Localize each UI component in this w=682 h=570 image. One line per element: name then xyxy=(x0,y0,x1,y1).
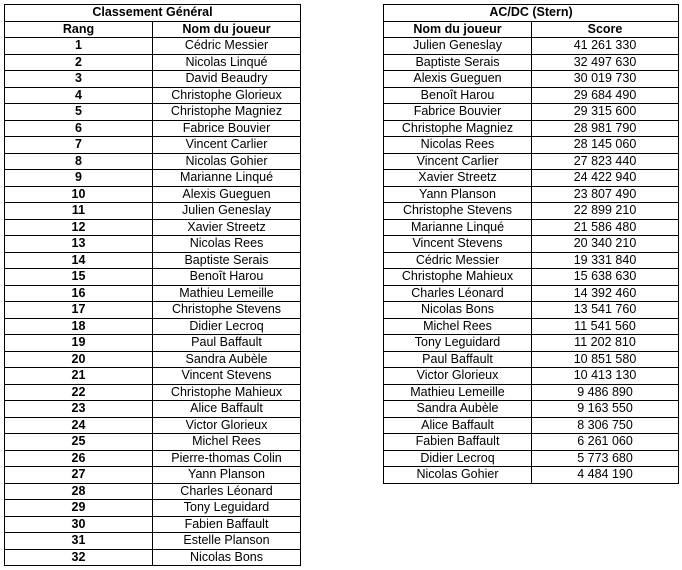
player-name-cell: Victor Glorieux xyxy=(384,368,532,385)
player-name-cell: Tony Leguidard xyxy=(153,500,301,517)
score-cell: 10 851 580 xyxy=(532,351,679,368)
table-row xyxy=(5,483,301,500)
player-name-cell: Alexis Gueguen xyxy=(384,71,532,88)
player-name-cell: Marianne Linqué xyxy=(384,219,532,236)
general-ranking-title: Classement Général xyxy=(5,5,301,22)
player-name-cell: Alice Baffault xyxy=(384,417,532,434)
table-row xyxy=(384,269,679,286)
player-name-cell: Nicolas Gohier xyxy=(153,153,301,170)
table-row xyxy=(5,384,301,401)
table-row xyxy=(384,38,679,55)
player-name-cell: Nicolas Bons xyxy=(153,549,301,566)
rank-cell: 23 xyxy=(5,401,153,418)
table-row xyxy=(384,71,679,88)
player-name-cell: Didier Lecroq xyxy=(153,318,301,335)
table-row xyxy=(384,153,679,170)
table-row xyxy=(5,170,301,187)
table-row xyxy=(384,219,679,236)
table-row xyxy=(384,335,679,352)
score-header: Score xyxy=(532,21,679,38)
player-name-cell: Charles Léonard xyxy=(384,285,532,302)
rank-cell: 6 xyxy=(5,120,153,137)
player-name-cell: Benoît Harou xyxy=(153,269,301,286)
player-name-cell: Nicolas Linqué xyxy=(153,54,301,71)
table-row xyxy=(5,500,301,517)
score-cell: 19 331 840 xyxy=(532,252,679,269)
player-name-cell: Nicolas Bons xyxy=(384,302,532,319)
table-row xyxy=(5,120,301,137)
rank-cell: 4 xyxy=(5,87,153,104)
table-row xyxy=(384,351,679,368)
table-row xyxy=(384,120,679,137)
table-row xyxy=(384,137,679,154)
player-name-cell: Julien Geneslay xyxy=(153,203,301,220)
table-row xyxy=(5,203,301,220)
acdc-score-body xyxy=(384,38,679,484)
table-row xyxy=(5,219,301,236)
player-name-cell: Christophe Magniez xyxy=(153,104,301,121)
table-row xyxy=(5,252,301,269)
score-cell: 13 541 760 xyxy=(532,302,679,319)
player-name-cell: Tony Leguidard xyxy=(384,335,532,352)
table-row xyxy=(384,417,679,434)
rank-cell: 21 xyxy=(5,368,153,385)
player-name-cell: Yann Planson xyxy=(384,186,532,203)
score-cell: 15 638 630 xyxy=(532,269,679,286)
rank-cell: 26 xyxy=(5,450,153,467)
rank-cell: 1 xyxy=(5,38,153,55)
score-cell: 5 773 680 xyxy=(532,450,679,467)
score-cell: 28 145 060 xyxy=(532,137,679,154)
rank-cell: 11 xyxy=(5,203,153,220)
player-name-cell: Vincent Carlier xyxy=(384,153,532,170)
table-row xyxy=(5,186,301,203)
table-row xyxy=(384,368,679,385)
score-cell: 30 019 730 xyxy=(532,71,679,88)
rank-cell: 17 xyxy=(5,302,153,319)
rank-cell: 3 xyxy=(5,71,153,88)
table-title-row xyxy=(5,5,301,22)
table-row xyxy=(5,104,301,121)
score-cell: 22 899 210 xyxy=(532,203,679,220)
player-name-cell: Christophe Mahieux xyxy=(153,384,301,401)
score-cell: 4 484 190 xyxy=(532,467,679,484)
rank-cell: 16 xyxy=(5,285,153,302)
rank-cell: 32 xyxy=(5,549,153,566)
rank-cell: 5 xyxy=(5,104,153,121)
player-name-cell: Xavier Streetz xyxy=(384,170,532,187)
rank-cell: 31 xyxy=(5,533,153,550)
table-row xyxy=(5,71,301,88)
player-name-cell: Nicolas Rees xyxy=(384,137,532,154)
player-name-header: Nom du joueur xyxy=(153,21,301,38)
table-row xyxy=(384,170,679,187)
player-name-cell: Paul Baffault xyxy=(153,335,301,352)
table-row xyxy=(5,368,301,385)
player-name-cell: Nicolas Gohier xyxy=(384,467,532,484)
rank-cell: 2 xyxy=(5,54,153,71)
table-row xyxy=(5,434,301,451)
player-name-cell: Alice Baffault xyxy=(153,401,301,418)
rank-cell: 15 xyxy=(5,269,153,286)
score-cell: 21 586 480 xyxy=(532,219,679,236)
player-name-cell: Alexis Gueguen xyxy=(153,186,301,203)
player-name-cell: Baptiste Serais xyxy=(384,54,532,71)
score-cell: 27 823 440 xyxy=(532,153,679,170)
rank-cell: 12 xyxy=(5,219,153,236)
rank-cell: 24 xyxy=(5,417,153,434)
rank-cell: 27 xyxy=(5,467,153,484)
player-name-cell: Nicolas Rees xyxy=(153,236,301,253)
rank-cell: 14 xyxy=(5,252,153,269)
rank-cell: 7 xyxy=(5,137,153,154)
table-title-row xyxy=(384,5,679,22)
table-row xyxy=(5,533,301,550)
table-row xyxy=(384,450,679,467)
table-row xyxy=(5,401,301,418)
table-row xyxy=(5,335,301,352)
rank-header: Rang xyxy=(5,21,153,38)
player-name-cell: Benoît Harou xyxy=(384,87,532,104)
score-cell: 20 340 210 xyxy=(532,236,679,253)
player-name-cell: Fabien Baffault xyxy=(384,434,532,451)
table-row xyxy=(5,351,301,368)
table-row xyxy=(5,137,301,154)
player-name-cell: Marianne Linqué xyxy=(153,170,301,187)
rank-cell: 29 xyxy=(5,500,153,517)
rank-cell: 20 xyxy=(5,351,153,368)
score-cell: 28 981 790 xyxy=(532,120,679,137)
table-header-row xyxy=(384,21,679,38)
player-name-cell: Fabien Baffault xyxy=(153,516,301,533)
table-row xyxy=(5,54,301,71)
score-cell: 29 315 600 xyxy=(532,104,679,121)
player-name-cell: Estelle Planson xyxy=(153,533,301,550)
table-row xyxy=(384,54,679,71)
table-row xyxy=(384,318,679,335)
player-name-cell: Paul Baffault xyxy=(384,351,532,368)
player-name-cell: Pierre-thomas Colin xyxy=(153,450,301,467)
score-cell: 29 684 490 xyxy=(532,87,679,104)
player-name-cell: Victor Glorieux xyxy=(153,417,301,434)
table-row xyxy=(384,252,679,269)
player-name-cell: Fabrice Bouvier xyxy=(153,120,301,137)
player-name-cell: Christophe Glorieux xyxy=(153,87,301,104)
player-name-header: Nom du joueur xyxy=(384,21,532,38)
player-name-cell: Julien Geneslay xyxy=(384,38,532,55)
general-ranking-table xyxy=(4,4,301,566)
rank-cell: 28 xyxy=(5,483,153,500)
table-row xyxy=(5,236,301,253)
table-row xyxy=(384,104,679,121)
table-row xyxy=(384,203,679,220)
score-cell: 6 261 060 xyxy=(532,434,679,451)
table-row xyxy=(384,384,679,401)
table-row xyxy=(5,516,301,533)
table-row xyxy=(5,269,301,286)
table-row xyxy=(5,285,301,302)
score-cell: 32 497 630 xyxy=(532,54,679,71)
table-row xyxy=(5,549,301,566)
table-row xyxy=(384,285,679,302)
rank-cell: 18 xyxy=(5,318,153,335)
player-name-cell: Cédric Messier xyxy=(384,252,532,269)
player-name-cell: Vincent Carlier xyxy=(153,137,301,154)
table-header-row xyxy=(5,21,301,38)
table-row xyxy=(384,186,679,203)
player-name-cell: Christophe Magniez xyxy=(384,120,532,137)
player-name-cell: Sandra Aubèle xyxy=(384,401,532,418)
player-name-cell: Yann Planson xyxy=(153,467,301,484)
rank-cell: 30 xyxy=(5,516,153,533)
rank-cell: 8 xyxy=(5,153,153,170)
table-row xyxy=(5,153,301,170)
rank-cell: 9 xyxy=(5,170,153,187)
table-row xyxy=(384,87,679,104)
score-cell: 10 413 130 xyxy=(532,368,679,385)
player-name-cell: Michel Rees xyxy=(153,434,301,451)
score-cell: 14 392 460 xyxy=(532,285,679,302)
player-name-cell: Christophe Stevens xyxy=(153,302,301,319)
table-row xyxy=(5,302,301,319)
player-name-cell: David Beaudry xyxy=(153,71,301,88)
score-cell: 11 202 810 xyxy=(532,335,679,352)
player-name-cell: Xavier Streetz xyxy=(153,219,301,236)
score-cell: 23 807 490 xyxy=(532,186,679,203)
player-name-cell: Baptiste Serais xyxy=(153,252,301,269)
rank-cell: 25 xyxy=(5,434,153,451)
table-row xyxy=(5,38,301,55)
rank-cell: 22 xyxy=(5,384,153,401)
score-cell: 11 541 560 xyxy=(532,318,679,335)
rank-cell: 19 xyxy=(5,335,153,352)
table-row xyxy=(5,318,301,335)
player-name-cell: Vincent Stevens xyxy=(384,236,532,253)
score-cell: 9 163 550 xyxy=(532,401,679,418)
player-name-cell: Mathieu Lemeille xyxy=(153,285,301,302)
table-row xyxy=(384,467,679,484)
player-name-cell: Michel Rees xyxy=(384,318,532,335)
player-name-cell: Didier Lecroq xyxy=(384,450,532,467)
table-row xyxy=(384,302,679,319)
player-name-cell: Mathieu Lemeille xyxy=(384,384,532,401)
rank-cell: 13 xyxy=(5,236,153,253)
player-name-cell: Cédric Messier xyxy=(153,38,301,55)
acdc-score-table xyxy=(383,4,679,484)
table-row xyxy=(384,401,679,418)
player-name-cell: Christophe Stevens xyxy=(384,203,532,220)
table-row xyxy=(5,467,301,484)
player-name-cell: Vincent Stevens xyxy=(153,368,301,385)
score-cell: 8 306 750 xyxy=(532,417,679,434)
table-row xyxy=(384,236,679,253)
score-cell: 24 422 940 xyxy=(532,170,679,187)
player-name-cell: Fabrice Bouvier xyxy=(384,104,532,121)
acdc-title: AC/DC (Stern) xyxy=(384,5,679,22)
general-ranking-body xyxy=(5,38,301,566)
score-cell: 9 486 890 xyxy=(532,384,679,401)
table-row xyxy=(5,417,301,434)
player-name-cell: Christophe Mahieux xyxy=(384,269,532,286)
player-name-cell: Sandra Aubèle xyxy=(153,351,301,368)
rank-cell: 10 xyxy=(5,186,153,203)
player-name-cell: Charles Léonard xyxy=(153,483,301,500)
table-row xyxy=(5,450,301,467)
table-row xyxy=(384,434,679,451)
table-row xyxy=(5,87,301,104)
score-cell: 41 261 330 xyxy=(532,38,679,55)
